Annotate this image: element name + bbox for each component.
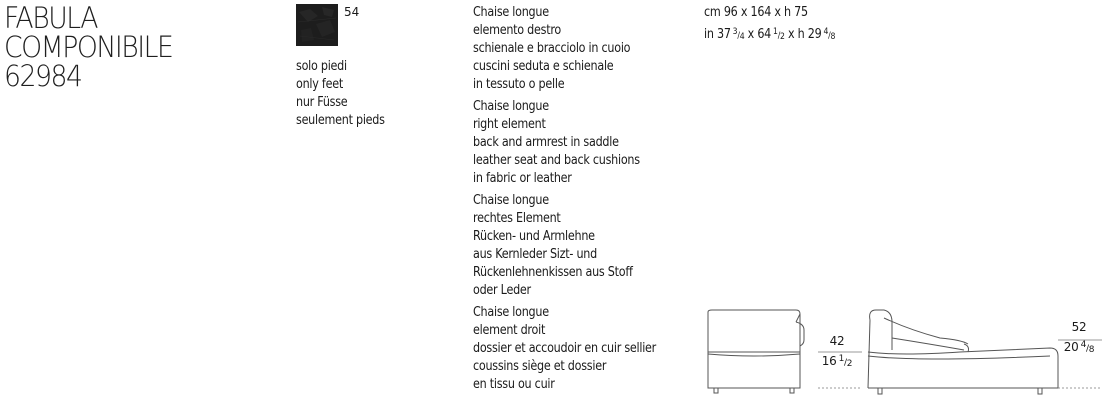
seat-height-in-fraction: 1/2 — [838, 354, 853, 369]
dimensions-cm: cm 96 x 164 x h 75 — [704, 5, 808, 20]
dim-in-mid-1: x 64 — [744, 27, 772, 42]
desc-line: leather seat and back cushions — [473, 153, 640, 168]
description-it — [473, 4, 686, 94]
dim-in-fraction-3: 4/8 — [823, 27, 836, 42]
desc-line: Chaise longue — [473, 99, 549, 114]
side-view — [868, 310, 1058, 394]
technical-drawing — [700, 300, 1104, 407]
desc-line: coussins siège et dossier — [473, 359, 607, 374]
desc-line: schienale e bracciolo in cuoio — [473, 41, 631, 56]
desc-line: back and armrest in saddle — [473, 135, 619, 150]
description-de — [473, 192, 686, 300]
dimensions-block — [704, 4, 857, 49]
frac-den: 8 — [830, 32, 836, 42]
frac-num: 4 — [1080, 340, 1087, 350]
finish-note-de: nur Füsse — [296, 95, 348, 110]
desc-line: in tessuto o pelle — [473, 77, 565, 92]
desc-line: oder Leder — [473, 283, 531, 298]
desc-line: rechtes Element — [473, 211, 561, 226]
product-number: 62984 — [4, 59, 82, 93]
arm-height-in-whole: 20 — [1063, 340, 1079, 354]
dimensions-inches — [704, 26, 835, 45]
desc-line: Chaise longue — [473, 305, 549, 320]
dim-in-mid-2: x h 29 — [784, 27, 822, 42]
desc-line: Rücken- und Armlehne — [473, 229, 595, 244]
frac-den: 2 — [780, 32, 785, 42]
sofa-elevation-drawings — [700, 300, 1104, 403]
desc-line: elemento destro — [473, 23, 562, 38]
description-block — [473, 4, 686, 398]
finish-note-it: solo piedi — [296, 59, 347, 74]
swatch-texture — [296, 4, 338, 46]
finish-note — [296, 58, 399, 130]
description-en — [473, 98, 686, 188]
frac-num: 4 — [823, 27, 829, 37]
seat-height-in-whole: 16 — [821, 354, 837, 368]
finish-swatch — [296, 4, 338, 46]
front-view — [708, 310, 804, 393]
title-line-1: FABULA — [4, 1, 98, 35]
desc-line: element droit — [473, 323, 546, 338]
frac-num: 3 — [732, 27, 738, 37]
frac-num: 1 — [838, 354, 845, 364]
description-fr — [473, 304, 686, 394]
desc-line: Chaise longue — [473, 193, 549, 208]
frac-den: 8 — [1088, 345, 1095, 355]
seat-height-in — [812, 354, 862, 370]
arm-height-in-fraction: 4/8 — [1080, 340, 1095, 355]
dim-in-fraction-1: 3/4 — [732, 27, 745, 42]
title-line-2: COMPONIBILE — [4, 30, 173, 64]
desc-line: cuscini seduta e schienale — [473, 59, 614, 74]
desc-line: in fabric or leather — [473, 171, 572, 186]
dim-in-fraction-2: 1/2 — [773, 27, 785, 42]
frac-den: 4 — [739, 32, 745, 42]
frac-den: 2 — [846, 359, 853, 369]
arm-height-in — [1054, 340, 1104, 356]
finish-code: 54 — [344, 5, 360, 19]
desc-line: dossier et accoudoir en cuir sellier — [473, 341, 657, 356]
finish-note-en: only feet — [296, 77, 343, 92]
desc-line: aus Kernleder Sizt- und — [473, 247, 597, 262]
dim-in-prefix: in 37 — [704, 27, 731, 42]
desc-line: Chaise longue — [473, 5, 549, 20]
finish-note-fr: seulement pieds — [296, 113, 385, 128]
desc-line: Rückenlehnenkissen aus Stoff — [473, 265, 633, 280]
desc-line: en tissu ou cuir — [473, 377, 555, 392]
seat-height-cm: 42 — [829, 334, 845, 348]
product-title — [4, 1, 264, 93]
desc-line: right element — [473, 117, 546, 132]
frac-num: 1 — [773, 27, 778, 37]
arm-height-cm: 52 — [1071, 320, 1087, 334]
